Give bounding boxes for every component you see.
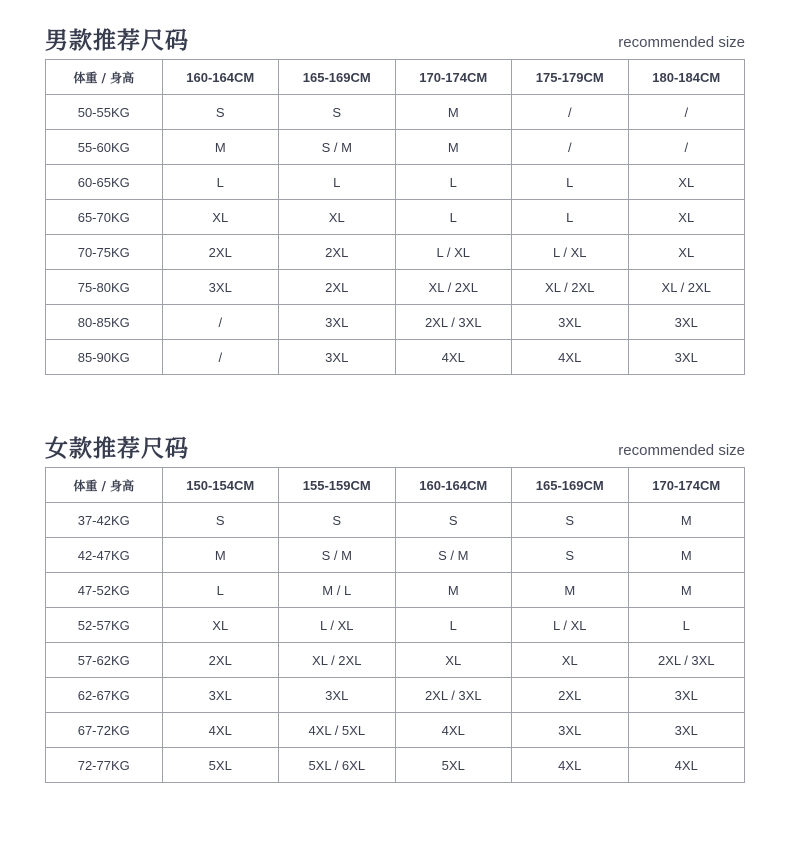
size-cell: 3XL: [279, 340, 396, 375]
size-cell: XL: [512, 643, 629, 678]
men-size-subtitle: recommended size: [618, 34, 745, 51]
size-cell: S: [279, 503, 396, 538]
table-header-row: [46, 60, 745, 95]
women-size-subtitle: recommended size: [618, 442, 745, 459]
header-cell: 体重 / 身高: [46, 468, 163, 503]
weight-cell: 52-57KG: [46, 608, 163, 643]
size-cell: S: [162, 503, 279, 538]
table-row: [46, 608, 745, 643]
size-cell: /: [162, 340, 279, 375]
size-cell: L: [162, 573, 279, 608]
size-cell: 4XL: [512, 748, 629, 783]
header-cell: 170-174CM: [628, 468, 745, 503]
size-cell: M: [512, 573, 629, 608]
size-cell: S: [395, 503, 512, 538]
size-cell: /: [162, 305, 279, 340]
size-cell: 3XL: [628, 305, 745, 340]
size-cell: L: [395, 165, 512, 200]
size-cell: M: [628, 503, 745, 538]
weight-cell: 57-62KG: [46, 643, 163, 678]
men-size-table: [45, 59, 745, 375]
weight-cell: 80-85KG: [46, 305, 163, 340]
size-cell: L: [395, 200, 512, 235]
size-cell: 2XL / 3XL: [395, 678, 512, 713]
size-cell: 4XL: [395, 713, 512, 748]
size-cell: 2XL: [279, 235, 396, 270]
women-size-table: [45, 467, 745, 783]
header-cell: 体重 / 身高: [46, 60, 163, 95]
weight-cell: 60-65KG: [46, 165, 163, 200]
size-cell: L / XL: [512, 235, 629, 270]
size-cell: 3XL: [628, 678, 745, 713]
size-cell: /: [512, 130, 629, 165]
size-cell: L: [512, 165, 629, 200]
size-cell: 4XL / 5XL: [279, 713, 396, 748]
size-cell: XL / 2XL: [628, 270, 745, 305]
size-cell: S / M: [279, 130, 396, 165]
men-table-body: [46, 95, 745, 375]
weight-cell: 72-77KG: [46, 748, 163, 783]
table-row: [46, 713, 745, 748]
size-cell: 3XL: [162, 678, 279, 713]
women-table-body: [46, 503, 745, 783]
table-row: [46, 643, 745, 678]
size-cell: M / L: [279, 573, 396, 608]
size-cell: 3XL: [628, 340, 745, 375]
table-row: [46, 235, 745, 270]
weight-cell: 70-75KG: [46, 235, 163, 270]
weight-cell: 75-80KG: [46, 270, 163, 305]
size-cell: M: [162, 538, 279, 573]
size-cell: S / M: [279, 538, 396, 573]
header-cell: 180-184CM: [628, 60, 745, 95]
size-cell: S / M: [395, 538, 512, 573]
size-cell: M: [628, 573, 745, 608]
table-row: [46, 678, 745, 713]
weight-cell: 67-72KG: [46, 713, 163, 748]
size-cell: XL / 2XL: [279, 643, 396, 678]
size-cell: L / XL: [395, 235, 512, 270]
table-row: [46, 305, 745, 340]
header-cell: 160-164CM: [162, 60, 279, 95]
header-cell: 175-179CM: [512, 60, 629, 95]
size-cell: M: [395, 130, 512, 165]
men-size-title: 男款推荐尺码: [45, 28, 189, 54]
header-cell: 155-159CM: [279, 468, 396, 503]
size-cell: S: [512, 503, 629, 538]
size-cell: XL: [628, 165, 745, 200]
size-cell: L / XL: [279, 608, 396, 643]
size-cell: M: [395, 95, 512, 130]
weight-cell: 62-67KG: [46, 678, 163, 713]
table-row: [46, 538, 745, 573]
size-cell: /: [628, 95, 745, 130]
size-cell: 3XL: [628, 713, 745, 748]
header-cell: 165-169CM: [512, 468, 629, 503]
header-cell: 165-169CM: [279, 60, 396, 95]
size-cell: 3XL: [279, 305, 396, 340]
size-cell: S: [279, 95, 396, 130]
size-cell: XL: [628, 200, 745, 235]
size-cell: L: [395, 608, 512, 643]
size-cell: 2XL / 3XL: [395, 305, 512, 340]
size-cell: XL: [279, 200, 396, 235]
size-cell: 3XL: [512, 713, 629, 748]
size-cell: 4XL: [395, 340, 512, 375]
size-cell: 2XL: [512, 678, 629, 713]
size-cell: M: [628, 538, 745, 573]
size-cell: 5XL: [395, 748, 512, 783]
size-cell: L: [162, 165, 279, 200]
size-cell: 4XL: [512, 340, 629, 375]
size-cell: 2XL: [162, 643, 279, 678]
weight-cell: 37-42KG: [46, 503, 163, 538]
size-cell: L: [628, 608, 745, 643]
size-cell: 4XL: [628, 748, 745, 783]
size-cell: XL / 2XL: [512, 270, 629, 305]
table-row: [46, 95, 745, 130]
table-row: [46, 165, 745, 200]
table-row: [46, 340, 745, 375]
table-row: [46, 270, 745, 305]
size-cell: S: [512, 538, 629, 573]
size-cell: 4XL: [162, 713, 279, 748]
table-row: [46, 748, 745, 783]
size-cell: XL: [162, 608, 279, 643]
size-cell: M: [162, 130, 279, 165]
size-cell: /: [512, 95, 629, 130]
header-cell: 170-174CM: [395, 60, 512, 95]
men-title-row: [45, 20, 745, 59]
size-cell: M: [395, 573, 512, 608]
size-cell: XL / 2XL: [395, 270, 512, 305]
women-size-section: [45, 428, 745, 783]
women-title-row: [45, 428, 745, 467]
size-cell: 3XL: [279, 678, 396, 713]
men-size-section: [45, 20, 745, 375]
size-cell: XL: [628, 235, 745, 270]
weight-cell: 65-70KG: [46, 200, 163, 235]
size-cell: L: [279, 165, 396, 200]
table-row: [46, 130, 745, 165]
header-cell: 160-164CM: [395, 468, 512, 503]
women-size-title: 女款推荐尺码: [45, 436, 189, 462]
size-cell: L: [512, 200, 629, 235]
table-row: [46, 503, 745, 538]
size-cell: 5XL / 6XL: [279, 748, 396, 783]
table-row: [46, 200, 745, 235]
weight-cell: 42-47KG: [46, 538, 163, 573]
weight-cell: 55-60KG: [46, 130, 163, 165]
size-cell: 3XL: [162, 270, 279, 305]
weight-cell: 47-52KG: [46, 573, 163, 608]
size-cell: 2XL / 3XL: [628, 643, 745, 678]
size-cell: 2XL: [279, 270, 396, 305]
size-cell: S: [162, 95, 279, 130]
table-header-row: [46, 468, 745, 503]
weight-cell: 85-90KG: [46, 340, 163, 375]
size-cell: XL: [162, 200, 279, 235]
weight-cell: 50-55KG: [46, 95, 163, 130]
size-cell: 2XL: [162, 235, 279, 270]
size-cell: XL: [395, 643, 512, 678]
size-cell: L / XL: [512, 608, 629, 643]
size-cell: /: [628, 130, 745, 165]
header-cell: 150-154CM: [162, 468, 279, 503]
size-cell: 3XL: [512, 305, 629, 340]
table-row: [46, 573, 745, 608]
size-cell: 5XL: [162, 748, 279, 783]
